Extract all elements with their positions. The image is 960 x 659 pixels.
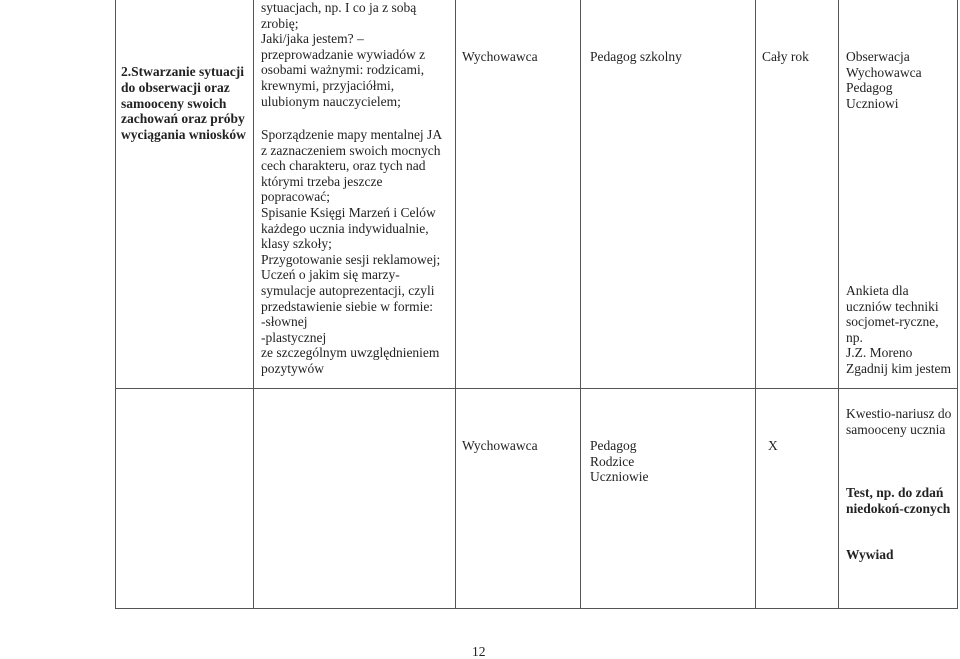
activities-text: sytuacjach, np. I co ja z sobą zrobię; Jaki/jaka jestem? – przeprowadzanie wywiadów z osobami ważnymi: rodzicami, krewnymi, przyjaciółmi, ulubionym nauczycielem; bbox=[261, 0, 426, 109]
evaluation-method: Wywiad bbox=[846, 547, 894, 562]
responsible-person: Wychowawca bbox=[462, 438, 538, 453]
table-cell-evaluation bbox=[838, 388, 958, 608]
table-cell-stage bbox=[115, 388, 253, 608]
cooperating-parties: Pedagog Rodzice Uczniowie bbox=[590, 438, 649, 485]
stage-title: 2.Stwarzanie sytuacji do obserwacji oraz samooceny swoich zachowań oraz próby wyciągania wniosków bbox=[121, 64, 246, 142]
table-cell-timeline bbox=[755, 0, 838, 388]
table-cell-partners bbox=[580, 0, 755, 388]
evaluation-method: Ankieta dla uczniów techniki socjomet-ryczne, np. J.Z. Moreno Zgadnij kim jestem bbox=[846, 283, 951, 376]
table-cell-responsible bbox=[455, 0, 580, 388]
timeline: X bbox=[768, 438, 778, 453]
table-cell-evaluation bbox=[838, 0, 958, 388]
timeline: Cały rok bbox=[762, 49, 809, 64]
table-cell-partners bbox=[580, 388, 755, 608]
table-cell-activities bbox=[253, 0, 455, 388]
table-border-bottom bbox=[115, 608, 958, 609]
table-cell-stage bbox=[115, 0, 253, 388]
evaluation-method: Kwestio-nariusz do samooceny ucznia bbox=[846, 406, 952, 437]
activities-text: Sporządzenie mapy mentalnej JA z zaznaczeniem swoich mocnych cech charakteru, oraz tych nad którymi trzeba jeszcze popracować; Spisanie Księgi Marzeń i Celów każdego ucznia indywidualnie, klasy szkoły; Przygotowanie sesji reklamowej; Uczeń o jakim się marzy- symulacje autoprezentacji, czyli przedstawienie siebie w formie: -słownej -plastycznej ze szczególnym uwzględnieniem pozytywów bbox=[261, 127, 443, 376]
table-cell-timeline bbox=[755, 388, 838, 608]
page-number: 12 bbox=[472, 644, 486, 659]
cooperating-parties: Pedagog szkolny bbox=[590, 49, 682, 64]
table-cell-responsible bbox=[455, 388, 580, 608]
evaluation-method: Test, np. do zdań niedokoń-czonych bbox=[846, 485, 951, 516]
evaluation-method: Obserwacja Wychowawca Pedagog Uczniowi bbox=[846, 49, 922, 111]
responsible-person: Wychowawca bbox=[462, 49, 538, 64]
table-cell-activities bbox=[253, 388, 455, 608]
